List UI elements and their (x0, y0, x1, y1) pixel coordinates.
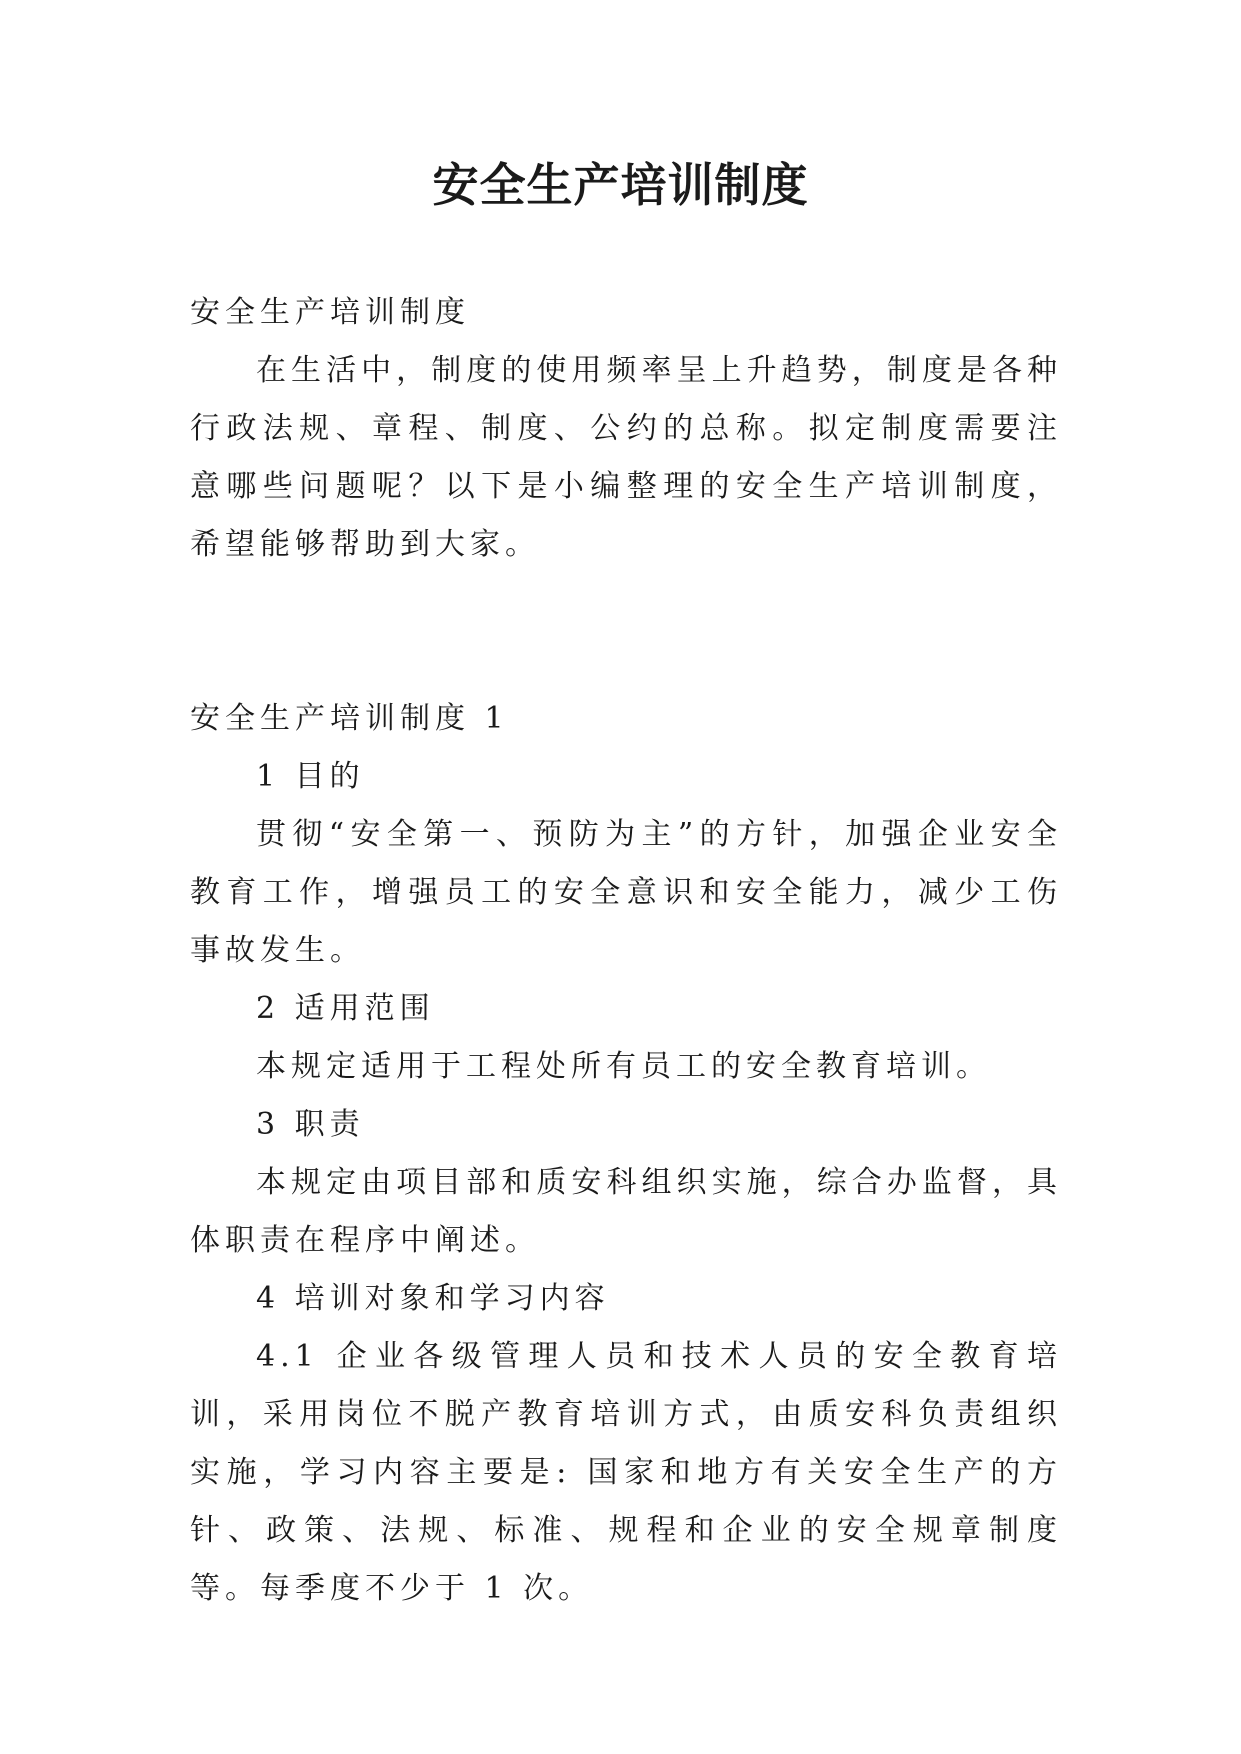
document-title: 安全生产培训制度 (432, 158, 809, 212)
heading-scope: 2 适用范围 (256, 991, 435, 1026)
document-subtitle: 安全生产培训制度 (190, 295, 470, 330)
heading-training: 4 培训对象和学习内容 (256, 1281, 610, 1316)
paragraph-training-4-1: 4.1 企业各级管理人员和技术人员的安全教育培训，采用岗位不脱产教育培训方式，由质安科负责组织实施，学习内容主要是: 国家和地方有关安全生产的方针、政策、法规、标准、规程和企业的安全规章制度等。每季度不少于 1 次。 (190, 1339, 1062, 1606)
document-body (190, 284, 1062, 1618)
paragraph-scope: 本规定适用于工程处所有员工的安全教育培训。 (256, 1049, 991, 1084)
heading-duties: 3 职责 (256, 1107, 365, 1142)
paragraph-purpose: 贯彻“安全第一、预防为主”的方针，加强企业安全教育工作，增强员工的安全意识和安全能力，减少工伤事故发生。 (190, 817, 1062, 968)
section-spacer (190, 574, 1062, 690)
intro-paragraph: 在生活中，制度的使用频率呈上升趋势，制度是各种行政法规、章程、制度、公约的总称。拟定制度需要注意哪些问题呢？以下是小编整理的安全生产培训制度，希望能够帮助到大家。 (190, 353, 1062, 562)
heading-purpose: 1 目的 (256, 759, 365, 794)
paragraph-duties: 本规定由项目部和质安科组织实施，综合办监督，具体职责在程序中阐述。 (190, 1165, 1062, 1258)
section-title: 安全生产培训制度 1 (190, 701, 509, 736)
